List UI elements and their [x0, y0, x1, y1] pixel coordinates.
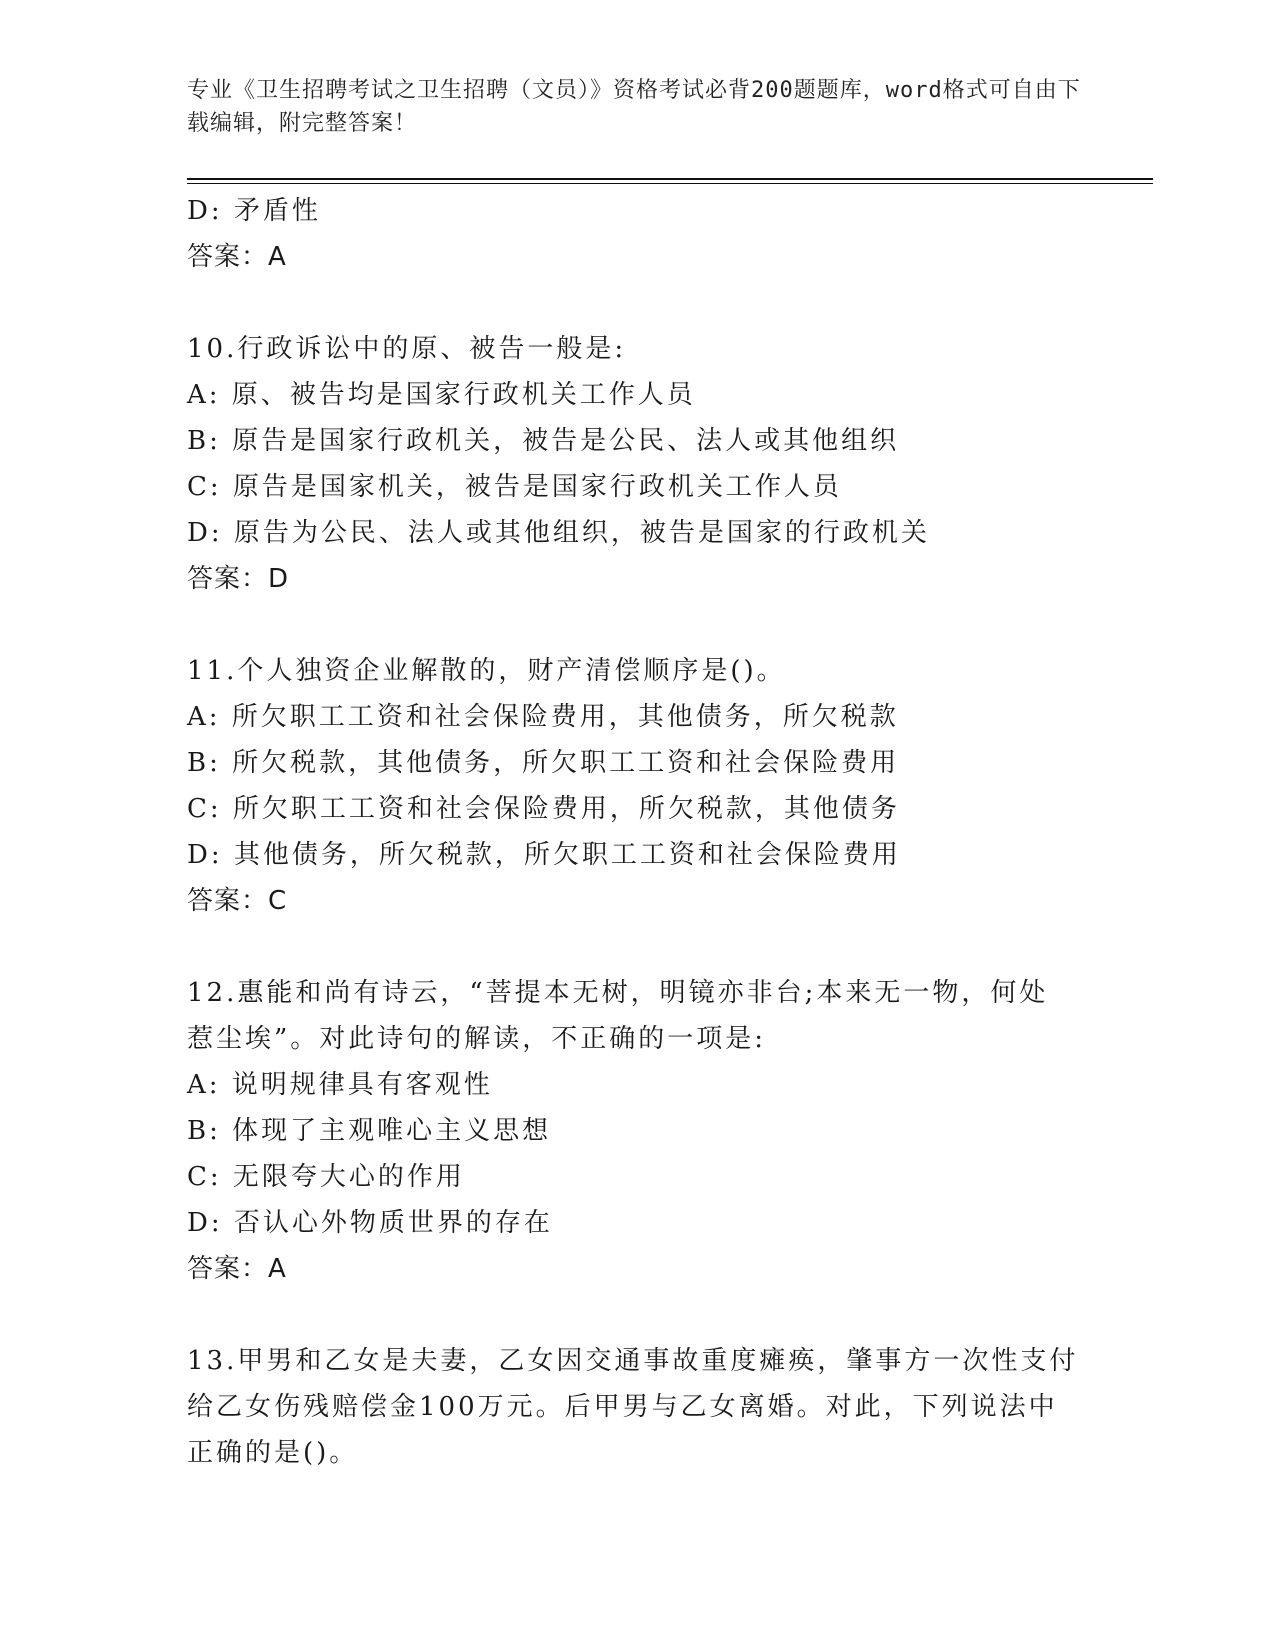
question-13-line-2: 给乙女伤残赔偿金100万元。后甲男与乙女离婚。对此，下列说法中	[187, 1392, 1058, 1422]
header-rule-thick	[187, 178, 1153, 180]
question-content	[187, 188, 1087, 1476]
question-12-line-1: 12.惠能和尚有诗云，“菩提本无树，明镜亦非台;本来无一物，何处	[187, 978, 1049, 1008]
prev-answer: 答案：A	[187, 242, 287, 272]
question-10: 10.行政诉讼中的原、被告一般是:	[187, 334, 627, 364]
spacer	[187, 280, 1087, 326]
q11-option-d: D: 其他债务，所欠税款，所欠职工工资和社会保险费用	[187, 840, 901, 870]
q12-option-d: D: 否认心外物质世界的存在	[187, 1208, 553, 1238]
q12-answer: 答案：A	[187, 1254, 287, 1284]
q10-option-c: C: 原告是国家机关，被告是国家行政机关工作人员	[187, 472, 842, 502]
header-rule-thin	[187, 183, 1153, 184]
q11-answer: 答案：C	[187, 886, 288, 916]
q12-option-c: C: 无限夸大心的作用	[187, 1162, 465, 1192]
spacer	[187, 924, 1087, 970]
q11-option-b: B: 所欠税款，其他债务，所欠职工工资和社会保险费用	[187, 748, 900, 778]
question-13-line-3: 正确的是()。	[187, 1438, 359, 1468]
prev-option-d: D: 矛盾性	[187, 196, 321, 226]
q10-option-d: D: 原告为公民、法人或其他组织，被告是国家的行政机关	[187, 518, 930, 548]
q12-option-a: A: 说明规律具有客观性	[187, 1070, 493, 1100]
q12-option-b: B: 体现了主观唯心主义思想	[187, 1116, 552, 1146]
q11-option-c: C: 所欠职工工资和社会保险费用，所欠税款，其他债务	[187, 794, 900, 824]
question-11: 11.个人独资企业解散的，财产清偿顺序是()。	[187, 656, 786, 686]
q11-option-a: A: 所欠职工工资和社会保险费用，其他债务，所欠税款	[187, 702, 899, 732]
question-12-line-2: 惹尘埃”。对此诗句的解读，不正确的一项是:	[187, 1024, 767, 1054]
question-13-line-1: 13.甲男和乙女是夫妻，乙女因交通事故重度瘫痪，肇事方一次性支付	[187, 1346, 1079, 1376]
spacer	[187, 1292, 1087, 1338]
document-header: 专业《卫生招聘考试之卫生招聘（文员）》资格考试必背200题题库，word格式可自由下载编辑，附完整答案！	[187, 78, 1081, 136]
spacer	[187, 602, 1087, 648]
q10-option-b: B: 原告是国家行政机关，被告是公民、法人或其他组织	[187, 426, 900, 456]
q10-answer: 答案：D	[187, 564, 290, 594]
q10-option-a: A: 原、被告均是国家行政机关工作人员	[187, 380, 696, 410]
